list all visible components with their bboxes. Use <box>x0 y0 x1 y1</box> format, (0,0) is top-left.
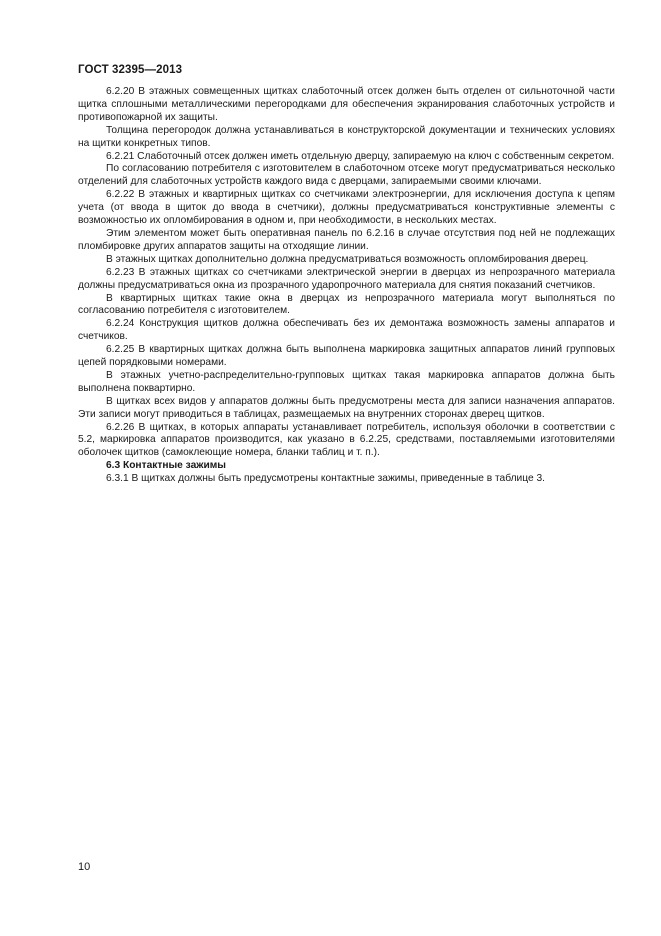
section-heading: 6.3 Контактные зажимы <box>106 460 226 472</box>
paragraph: В квартирных щитках такие окна в дверцах из непрозрачного материала могут выполняться по согласованию потребителя с изготовителем. <box>78 292 615 317</box>
paragraph: 6.2.25 В квартирных щитках должна быть выполнена маркировка защитных аппаратов линий групповых цепей порядковыми номерами. <box>78 344 615 369</box>
paragraph: 6.2.20 В этажных совмещенных щитках слаботочный отсек должен быть отделен от сильноточной части щитка сплошными металлическими перегородками для обеспечения экранирования слаботочных устройств и противопожарной их защиты. <box>78 86 615 123</box>
document-body <box>78 86 615 486</box>
page-number: 10 <box>78 861 91 873</box>
paragraph: В щитках всех видов у аппаратов должны быть предусмотрены места для записи назначения аппаратов. Эти записи могут приводиться в таблицах, размещаемых на внутренних сторонах дверец щитков. <box>78 395 615 420</box>
paragraph: Толщина перегородок должна устанавливаться в конструкторской документации и технических условиях на щитки конкретных типов. <box>78 124 615 149</box>
paragraph: 6.2.24 Конструкция щитков должна обеспечивать без их демонтажа возможность замены аппаратов и счетчиков. <box>78 318 615 343</box>
paragraph: В этажных щитках дополнительно должна предусматриваться возможность опломбирования дверец. <box>106 253 589 265</box>
paragraph: 6.2.22 В этажных и квартирных щитках со счетчиками электроэнергии, для исключения доступа к цепям учета (от ввода в щиток до ввода в счетчики), должны предусматриваться конструктивные элементы с возможностью их опломбирования в одном и, при необходимости, в нескольких местах. <box>78 189 615 227</box>
paragraph: 6.3.1 В щитках должны быть предусмотрены контактные зажимы, приведенные в таблице 3. <box>106 473 545 485</box>
paragraph: В этажных учетно-распределительно-групповых щитках такая маркировка аппаратов должна быть выполнена поквартирно. <box>78 369 615 394</box>
paragraph: 6.2.26 В щитках, в которых аппараты устанавливает потребитель, используя оболочки в соответствии с 5.2, маркировка аппаратов производится, как указано в 6.2.25, средствами, поставляемыми изготовителями оболочек щитков (самоклеющие номера, бланки таблиц и т. п.). <box>78 421 615 459</box>
paragraph: По согласованию потребителя с изготовителем в слаботочном отсеке могут предусматриваться несколько отделений для слаботочных устройств каждого вида с дверцами, запираемыми своими ключами. <box>78 163 615 188</box>
paragraph: 6.2.23 В этажных щитках со счетчиками электрической энергии в дверцах из непрозрачного материала должны предусматриваться окна из прозрачного ударопрочного материала для снятия показаний счетчиков. <box>78 266 615 291</box>
paragraph: 6.2.21 Слаботочный отсек должен иметь отдельную дверцу, запираемую на ключ с собственным секретом. <box>106 150 615 162</box>
paragraph: Этим элементом может быть оперативная панель по 6.2.16 в случае отсутствия под ней не подлежащих пломбировке других аппаратов защиты на отходящие линии. <box>78 227 615 252</box>
document-header: ГОСТ 32395—2013 <box>78 64 183 76</box>
